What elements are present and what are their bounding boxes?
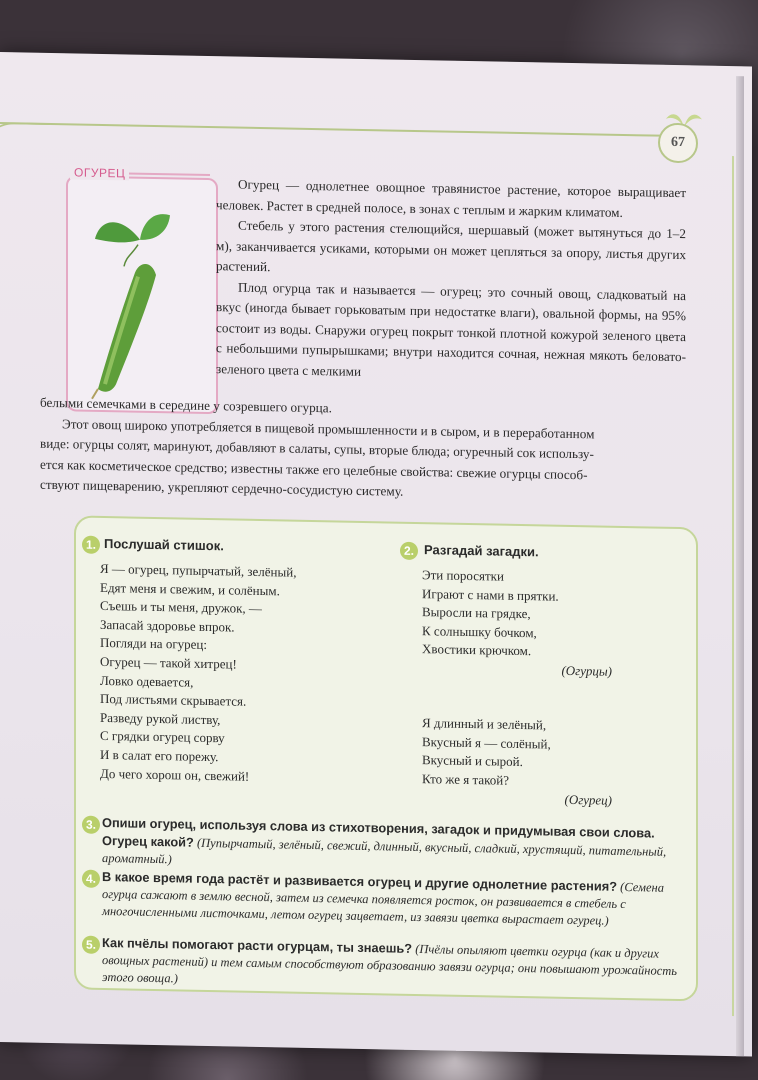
poem-line: Едят меня и свежим, и солёным. — [100, 579, 280, 598]
riddle-line: Выросли на грядке, — [422, 604, 531, 622]
paragraph: Огурец — однолетнее овощное травянистое растение, которое выращивает человек. Растет в средней полосе, в зонах с теплым и жарким климатом. — [216, 176, 686, 220]
riddle-answer: (Огурцы) — [561, 662, 612, 679]
activity-box — [74, 515, 698, 1001]
task-number-badge: 3. — [82, 816, 100, 834]
poem-line: Погляди на огурец: — [100, 635, 207, 653]
riddle-line: К солнышку бочком, — [422, 622, 537, 641]
page-edge — [736, 76, 744, 1056]
task5-answer: (Пчёлы опыляют цветки огурца (как и других овощных растений) и тем самым способствуют образованию завязи огурца; они повышают урожайность этого овоща.) — [102, 941, 677, 986]
poem-line: С грядки огурец сорву — [100, 728, 225, 746]
poem-line: Съешь и ты меня, дружок, — — [100, 598, 262, 617]
header-arc — [0, 122, 50, 195]
task2-title: Разгадай загадки. — [424, 542, 539, 560]
label-line — [120, 172, 210, 176]
margin-rule — [732, 156, 734, 1016]
riddle-line: Я длинный и зелёный, — [422, 715, 547, 733]
task-number-badge: 2. — [400, 542, 418, 560]
task-number-badge: 1. — [82, 536, 100, 554]
illustration-label: ОГУРЕЦ — [70, 165, 129, 180]
riddle-answer: (Огурец) — [564, 792, 612, 809]
task4 — [102, 868, 682, 931]
task5 — [102, 934, 682, 997]
riddle-line: Вкусный я — солёный, — [422, 733, 551, 752]
task4-question: В какое время года растёт и развивается огурец и другие однолетние растения? — [102, 868, 618, 894]
poem-line: Запасай здоровье впрок. — [100, 616, 235, 635]
text-line: ствуют пищеварению, укрепляют сердечно-сосудистую систему. — [40, 476, 404, 499]
text-line: виде: огурцы солят, маринуют, добавляют в салаты, супы, вторые блюда; огуречный сок использу- — [40, 435, 594, 462]
riddle-line: Вкусный и сырой. — [422, 752, 523, 770]
task3-question: Опиши огурец, используя слова из стихотворения, загадок и придумывая свои слова. Огурец какой? — [102, 814, 655, 850]
poem-line: До чего хорош он, свежий! — [100, 765, 250, 784]
riddle-1 — [422, 566, 612, 681]
poem — [100, 560, 296, 787]
riddle-line: Эти поросятки — [422, 567, 504, 584]
task3 — [102, 814, 682, 878]
cucumber-illustration — [80, 194, 200, 406]
riddle-line: Кто же я такой? — [422, 770, 509, 788]
poem-line: Огурец — такой хитрец! — [100, 653, 237, 672]
task-number-badge: 4. — [82, 870, 100, 888]
riddle-line: Хвостики крючком. — [422, 641, 532, 659]
poem-line: Ловко одевается, — [100, 672, 194, 690]
paragraph: Стебель у этого растения стелющийся, шершавый (может вытянуться до 1–2 м), заканчивается усиками, которыми он может цепляться за опору, листья других растений. — [216, 217, 686, 275]
task-number-badge: 5. — [82, 936, 100, 954]
poem-line: Разведу рукой листву, — [100, 709, 221, 727]
text-line: Этот овощ широко употребляется в пищевой промышленности и в сыром, и в переработанном — [62, 415, 595, 441]
poem-line: Я — огурец, пупырчатый, зелёный, — [100, 560, 297, 580]
task4-answer: (Семена огурца сажают в землю весной, затем из семечка появляется росток, он развивается в стебель с многочисленными листочками, летом огурец зацветает, из завязи цветка вырастает огурец.) — [102, 879, 664, 928]
task3-answer: (Пупырчатый, зелёный, свежий, длинный, вкусный, сладкий, хрустящий, питательный, ароматный.) — [102, 835, 667, 867]
wide-text — [40, 393, 690, 508]
header-line — [0, 122, 660, 137]
task1-title: Послушай стишок. — [104, 535, 224, 554]
paragraph: Плод огурца так и называется — огурец; это сочный овощ, сладковатый на вкус (иногда бывает горьковатым при недостатке влаги), овальной формы, на 95% состоит из воды. Снаружи огурец покрыт тонкой плотной кожурой зеленого цвета с небольшими пупырышками; внутри находится сочная, нежная мякоть беловато-зеленого цвета с мелкими — [216, 279, 686, 379]
text-line: белыми семечками в середине у созревшего огурца. — [40, 394, 332, 416]
book-page — [0, 52, 752, 1056]
poem-line: И в салат его порежу. — [100, 746, 219, 765]
intro-text — [216, 174, 686, 388]
poem-line: Под листьями скрывается. — [100, 691, 247, 709]
task5-question: Как пчёлы помогают расти огурцам, ты знаешь? — [102, 934, 413, 956]
riddle-line: Играют с нами в прятки. — [422, 585, 559, 604]
text-line: ется как косметическое средство; известны также его целебные свойства: свежие огурцы способ- — [40, 456, 588, 482]
riddle-2 — [422, 714, 612, 811]
page-number: 67 — [658, 123, 698, 164]
